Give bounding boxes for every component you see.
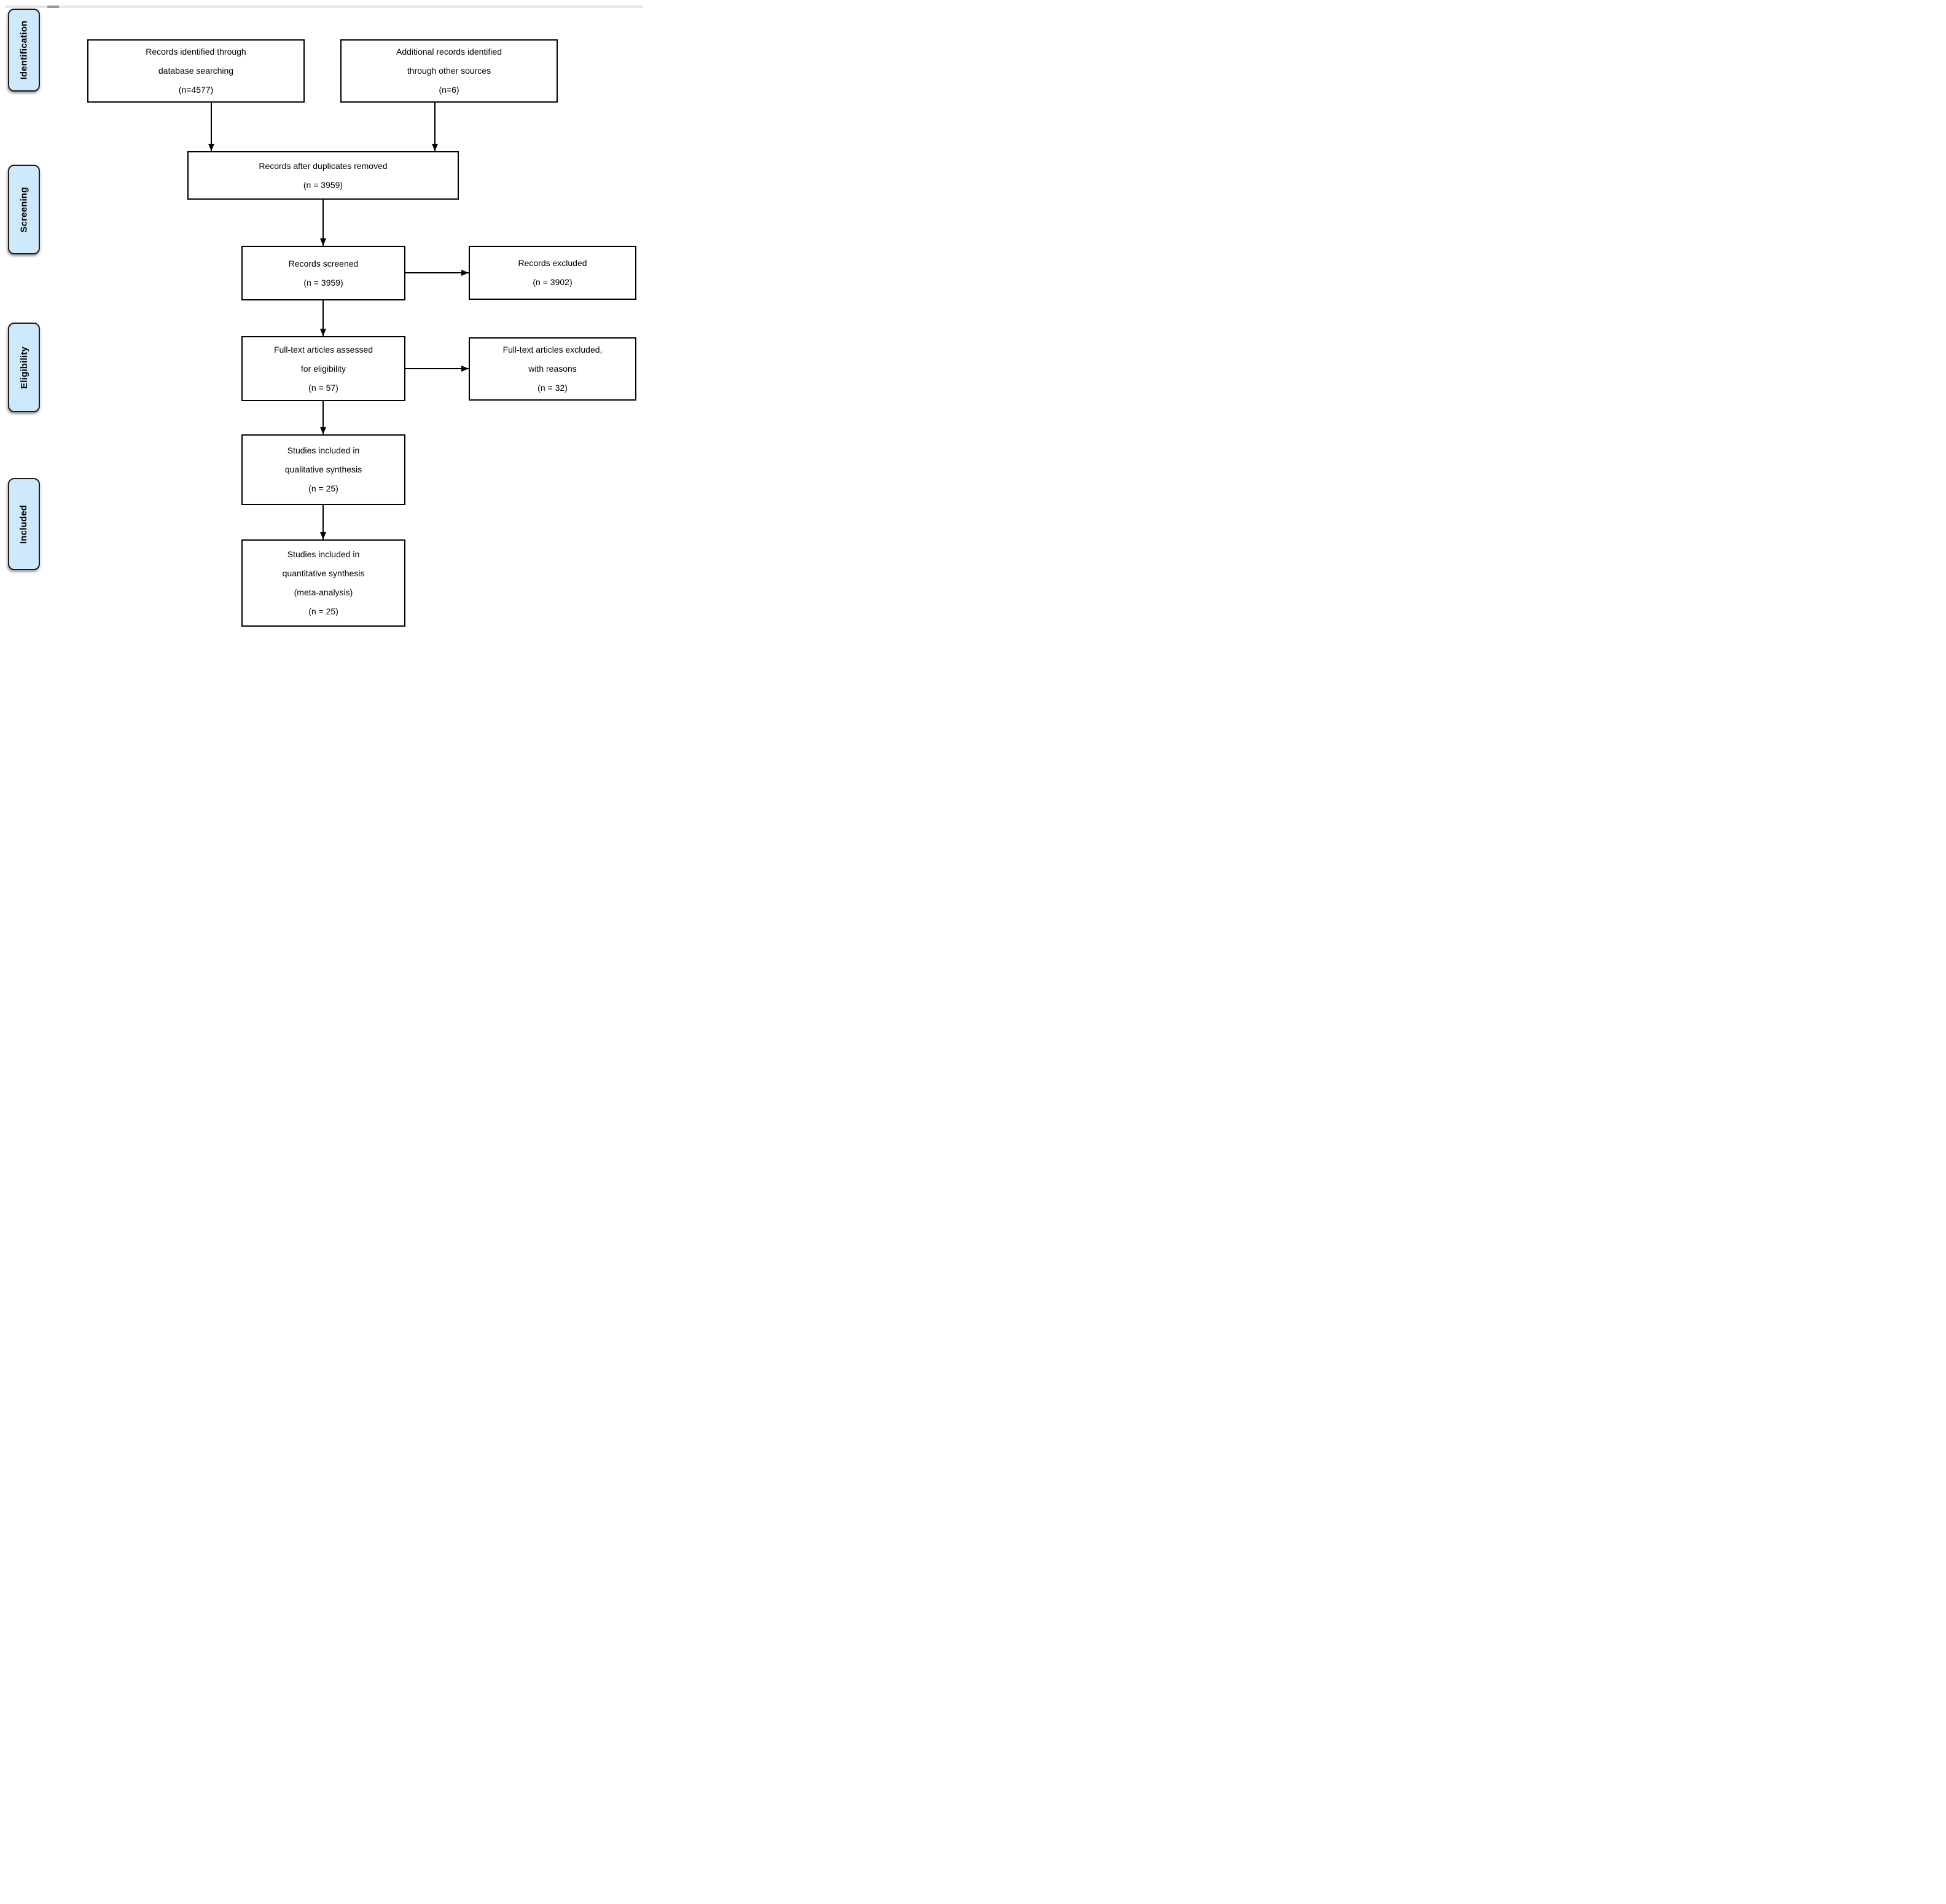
- arrowhead-fulltext-to-excluded: [461, 366, 469, 372]
- prisma-flow-diagram: [0, 0, 649, 635]
- arrowhead-screened-to-fulltext: [320, 329, 326, 336]
- stage-label-identification: [8, 9, 40, 92]
- stage-label-included: [8, 478, 40, 570]
- stage-label-eligibility-text: Eligibility: [18, 346, 29, 389]
- arrowhead-database-to-duplicates: [208, 144, 214, 151]
- box-records-database: Records identified through database searching (n=4577): [87, 39, 305, 103]
- arrowhead-other-sources-to-duplicates: [432, 144, 438, 151]
- box-records-excluded: Records excluded (n = 3902): [469, 246, 636, 300]
- arrowhead-qualitative-to-quantitative: [320, 532, 326, 539]
- arrowhead-duplicates-to-screened: [320, 238, 326, 246]
- connector-screened-to-excluded: [405, 272, 469, 273]
- box-duplicates-removed: Records after duplicates removed (n = 3959): [187, 151, 459, 200]
- stage-label-screening-text: Screening: [18, 186, 29, 233]
- box-records-other-sources: Additional records identified through other sources (n=6): [340, 39, 558, 103]
- box-fulltext-assessed: Full-text articles assessed for eligibility (n = 57): [241, 336, 405, 401]
- arrowhead-screened-to-excluded: [461, 270, 469, 276]
- box-qualitative-synthesis: Studies included in qualitative synthesis (n = 25): [241, 434, 405, 505]
- box-quantitative-synthesis: Studies included in quantitative synthesis (meta-analysis) (n = 25): [241, 539, 405, 627]
- arrowhead-fulltext-to-qualitative: [320, 427, 326, 434]
- box-records-screened: Records screened (n = 3959): [241, 246, 405, 300]
- box-fulltext-excluded: Full-text articles excluded, with reasons (n = 32): [469, 337, 636, 401]
- stage-label-identification-text: Identification: [18, 20, 29, 80]
- stage-label-included-text: Included: [18, 504, 29, 544]
- horizontal-scrollbar-thumb[interactable]: [47, 6, 59, 8]
- stage-label-screening: [8, 165, 40, 254]
- stage-label-eligibility: [8, 323, 40, 412]
- horizontal-scrollbar-track[interactable]: [5, 6, 643, 8]
- connector-fulltext-to-excluded: [405, 368, 469, 369]
